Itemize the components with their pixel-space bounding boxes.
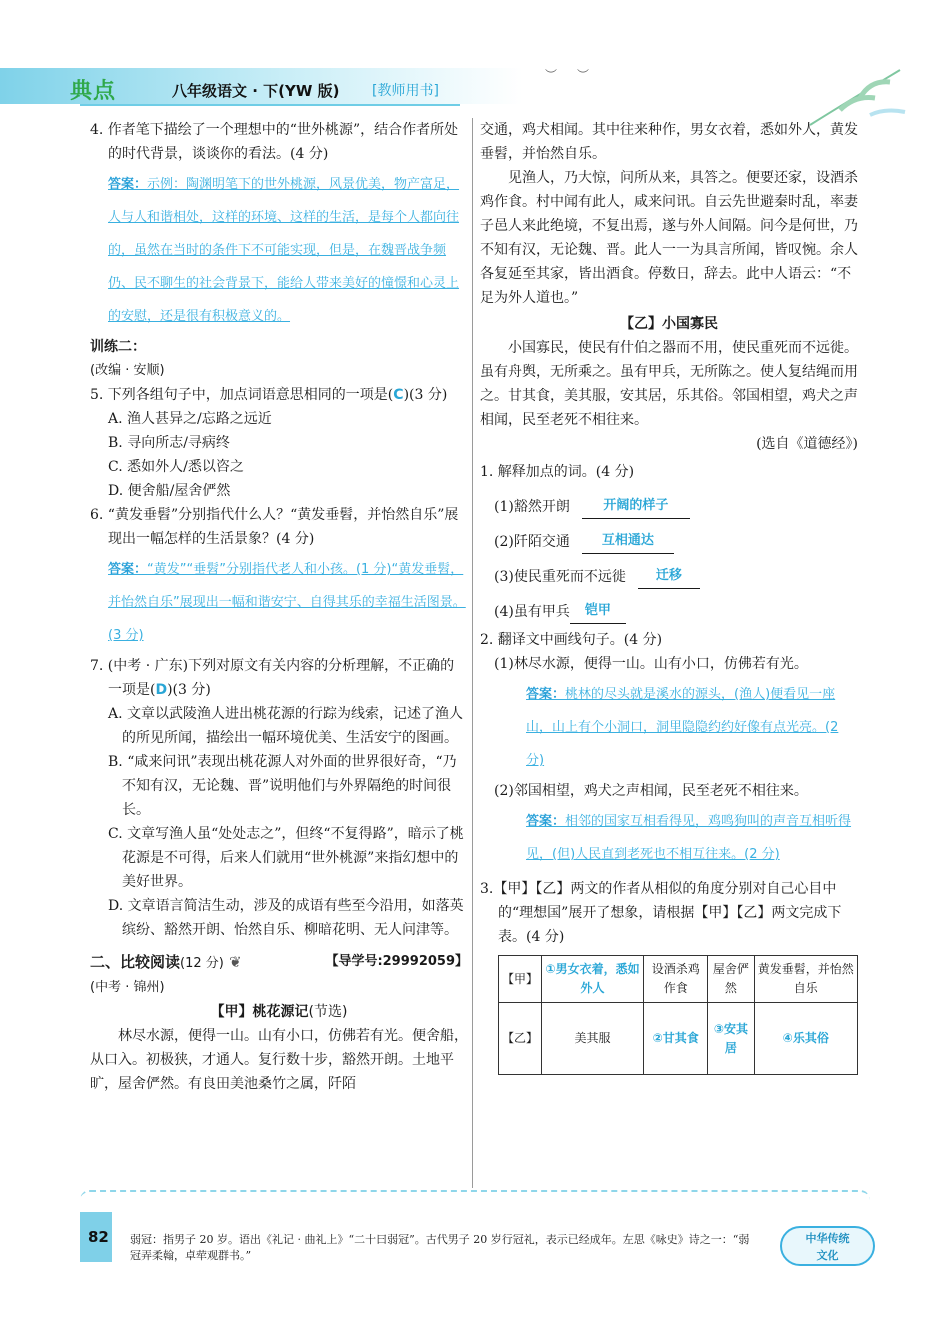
question-7-tail: )(3 分) <box>167 682 211 698</box>
question-7-stem: 7. (中考 · 广东)下列对原文有关内容的分析理解，不正确的一项是( <box>90 658 455 698</box>
training-heading: 训练二： <box>90 339 146 355</box>
footer-wave <box>80 1190 870 1212</box>
question-2-1: (1)林尽水源，便得一山。山有小口，仿佛若有光。 <box>494 656 808 672</box>
birds-decoration: ︶︶ <box>545 68 610 82</box>
culture-badge <box>780 1226 875 1266</box>
table-cell: 【甲】 <box>499 956 542 1003</box>
page-number: 82 <box>88 1228 109 1246</box>
table-cell: ③安其居 <box>708 1003 754 1075</box>
answer-text: 示例：陶渊明笔下的世外桃源，风景优美，物产富足，人与人和谐相处，这样的环境、这样的生活，是每个人都向往的，虽然在当时的条件下不可能实现，但是，在魏晋战争频仍、民不聊生的社会背景下，能给人带来美好的憧憬和心灵上的安慰，还是很有积极意义的。 <box>108 177 460 324</box>
header-rule <box>80 104 460 106</box>
section-2-source: (中考 · 锦州) <box>90 980 165 995</box>
fill-label: (2)阡陌交通 <box>494 534 570 550</box>
table-cell: 屋舍俨然 <box>708 956 754 1003</box>
question-3: 3.【甲】【乙】两文的作者从相似的角度分别对自己心目中的“理想国”展开了想象，请根据【甲】【乙】两文完成下表。(4 分) <box>480 881 842 945</box>
option-a: A. 渔人甚异之/忘路之远近 <box>108 411 272 427</box>
footnote: 弱冠：指男子 20 岁。语出《礼记 · 曲礼上》“二十曰弱冠”。古代男子 20 岁行冠礼，表示已经成年。左思《咏史》诗之一：“弱冠弄柔翰，卓荦观群书。” <box>130 1233 750 1262</box>
fill-answer: 开阔的样子 <box>582 494 690 519</box>
answer-text: “黄发”“垂髫”分别指代老人和小孩。(1 分)“黄发垂髫，并怡然自乐”展现出一幅和谐安宁、自得其乐的幸福生活图景。(3 分) <box>108 562 466 643</box>
passage-title-text: 【甲】桃花源记 <box>210 1004 309 1020</box>
fill-item-3 <box>494 564 858 589</box>
answer-choice: C <box>393 387 404 403</box>
fill-label: (4)虽有甲兵 <box>494 604 570 620</box>
fill-answer: 铠甲 <box>570 599 626 624</box>
section-2-heading <box>90 950 468 976</box>
table-cell: ②甘其食 <box>644 1003 708 1075</box>
question-5 <box>90 383 468 407</box>
option-b: B. “咸来问讯”表现出桃花源人对外面的世界很好奇，“乃不知有汉，无论魏、晋”说明他们与外界隔绝的时间很长。 <box>108 754 457 818</box>
answer-choice: D <box>155 682 168 698</box>
question-5-tail: )(3 分) <box>403 387 448 403</box>
answer-label: 答案： <box>108 177 148 192</box>
question-2: 2. 翻译文中画线句子。(4 分) <box>480 632 663 648</box>
badge-line-2: 文化 <box>816 1249 839 1262</box>
table-cell: 【乙】 <box>499 1003 542 1075</box>
option-d: D. 文章语言简洁生动，涉及的成语有些至今沿用，如落英缤纷、豁然开朗、怡然自乐、柳暗花明、无人问津等。 <box>108 898 464 938</box>
guide-number: 【导学号:29992059】 <box>325 954 468 969</box>
fill-item-1 <box>494 494 858 519</box>
fill-item-4 <box>494 599 858 624</box>
passage-b-source: (选自《道德经》) <box>756 436 858 452</box>
answer-2-2 <box>526 805 858 871</box>
passage-a-para-1: 林尽水源，便得一山。山有小口，仿佛若有光。便舍船，从口入。初极狭，才通人。复行数十步，豁然开朗。土地平旷，屋舍俨然。有良田美池桑竹之属，阡陌 <box>90 1028 468 1092</box>
left-column <box>90 118 468 1096</box>
question-4: 4. 作者笔下描绘了一个理想中的“世外桃源”，结合作者所处的时代背景，谈谈你的看法。(4 分) <box>90 122 459 162</box>
table-cell: ④乐其俗 <box>754 1003 857 1075</box>
table-cell: 美其服 <box>542 1003 644 1075</box>
table-cell: 设酒杀鸡作食 <box>644 956 708 1003</box>
column-divider <box>472 118 473 1188</box>
training-source: (改编 · 安顺) <box>90 363 165 378</box>
passage-title-note: (节选) <box>308 1004 348 1020</box>
passage-a-para-2: 见渔人，乃大惊，问所从来，具答之。便要还家，设酒杀鸡作食。村中闻有此人，咸来问讯。自云先世避秦时乱，率妻子邑人来此绝境，不复出焉，遂与外人间隔。问今是何世，乃不知有汉，无论魏、晋。此人一一为具言所闻，皆叹惋。余人各复延至其家，皆出酒食。停数日，辞去。此中人语云：“不足为外人道也。” <box>480 170 858 306</box>
answer-6 <box>108 553 468 652</box>
table-row <box>499 1003 858 1075</box>
fill-label: (3)使民重死而不远徙 <box>494 569 626 585</box>
passage-b-title: 【乙】小国寡民 <box>620 316 718 332</box>
question-7 <box>90 654 468 702</box>
section-title: 二、比较阅读 <box>90 953 181 971</box>
option-a: A. 文章以武陵渔人进出桃花源的行踪为线索，记述了渔人的所见所闻，描绘出一幅环境优美、生活安宁的图画。 <box>108 706 464 746</box>
answer-text: 相邻的国家互相看得见，鸡鸣狗叫的声音互相听得见，(但)人民直到老死也不相互往来。(2 分) <box>526 814 852 862</box>
section-score: (12 分) <box>180 956 224 971</box>
question-2-2: (2)邻国相望，鸡犬之声相闻，民至老死不相往来。 <box>494 783 808 799</box>
right-column <box>480 118 858 1075</box>
question-5-stem: 5. 下列各组句子中，加点词语意思相同的一项是( <box>90 387 394 403</box>
option-c: C. 悉如外人/悉以咨之 <box>108 459 244 475</box>
book-title: 八年级语文 · 下(YW 版) <box>172 82 340 100</box>
teacher-edition-tag: [教师用书] <box>372 83 439 99</box>
answer-label: 答案： <box>108 562 148 577</box>
passage-a-continued: 交通，鸡犬相闻。其中往来种作，男女衣着，悉如外人，黄发垂髫，并怡然自乐。 <box>480 122 858 162</box>
leaf-icon: ❦ <box>229 953 242 971</box>
question-6: 6. “黄发垂髫”分别指代什么人？“黄发垂髫，并怡然自乐”展现出一幅怎样的生活景象？(4 分) <box>90 507 459 547</box>
passage-b-text: 小国寡民，使民有什伯之器而不用，使民重死而不远徙。虽有舟舆，无所乘之。虽有甲兵，无所陈之。使人复结绳而用之。甘其食，美其服，安其居，乐其俗。邻国相望，鸡犬之声相闻，民至老死不相往来。 <box>480 340 858 428</box>
answer-label: 答案： <box>526 814 566 829</box>
fill-label: (1)豁然开朗 <box>494 499 570 515</box>
option-c: C. 文章写渔人虽“处处志之”，但终“不复得路”，暗示了桃花源是不可得，后来人们就用“世外桃源”来指幻想中的美好世界。 <box>108 826 464 890</box>
table-row <box>499 956 858 1003</box>
fill-item-2 <box>494 529 858 554</box>
comparison-table <box>498 955 858 1075</box>
table-cell: 黄发垂髫，并怡然自乐 <box>754 956 857 1003</box>
answer-4 <box>108 168 468 333</box>
option-b: B. 寻向所志/寻病终 <box>108 435 230 451</box>
table-cell: ①男女衣着，悉如外人 <box>542 956 644 1003</box>
answer-text: 桃林的尽头就是溪水的源头，(渔人)便看见一座山，山上有个小洞口，洞里隐隐约约好像有点光亮。(2 分) <box>526 687 839 768</box>
badge-line-1: 中华传统 <box>805 1232 850 1245</box>
option-d: D. 便舍船/屋舍俨然 <box>108 483 231 499</box>
passage-a-title <box>90 1000 468 1024</box>
answer-2-1 <box>526 678 858 777</box>
answer-label: 答案： <box>526 687 566 702</box>
fill-answer: 迁移 <box>638 564 700 589</box>
question-1: 1. 解释加点的词。(4 分) <box>480 464 635 480</box>
series-logo: 典点 <box>70 79 117 104</box>
fill-answer: 互相通达 <box>582 529 674 554</box>
